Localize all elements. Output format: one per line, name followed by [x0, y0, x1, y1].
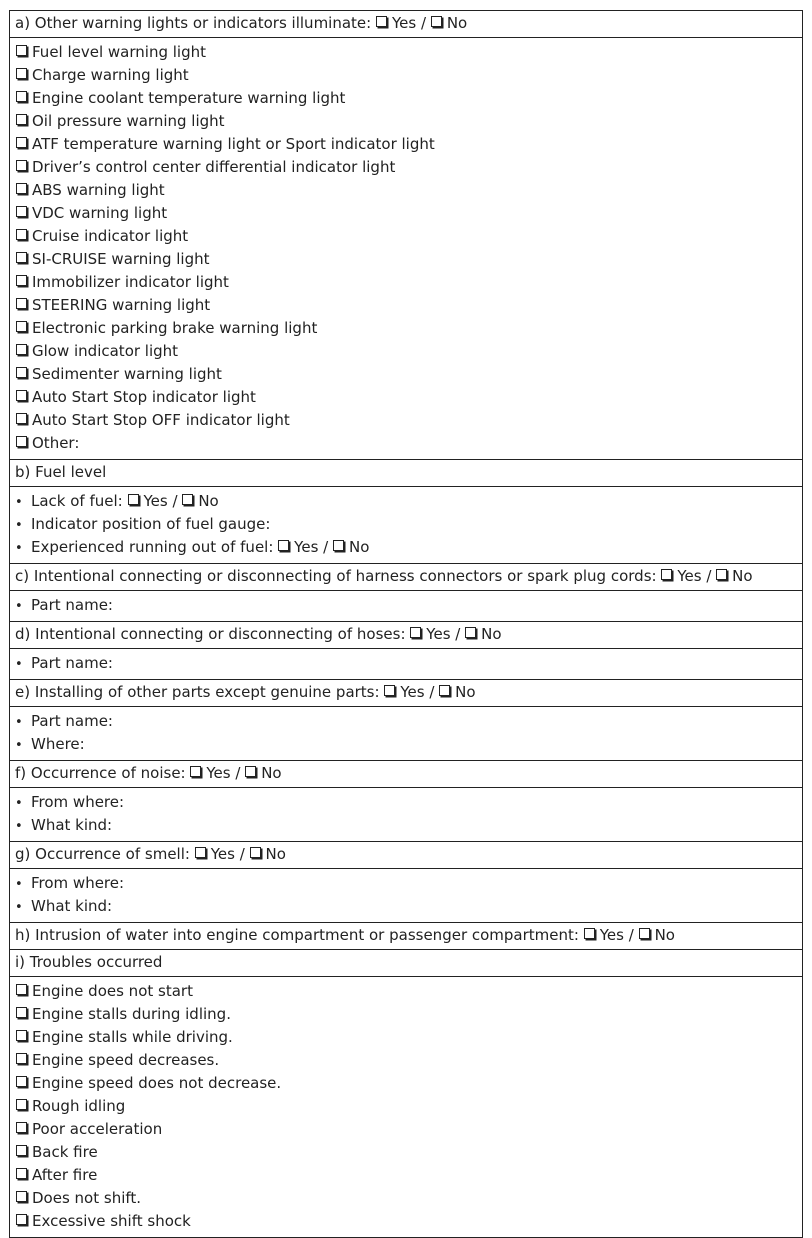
section-f-header: [10, 761, 802, 788]
list-item: [15, 1072, 797, 1095]
list-item: [15, 710, 797, 733]
section-e-yes-no: Yes / No: [384, 683, 475, 701]
item-label: Excessive shift shock: [32, 1212, 191, 1230]
list-item: [15, 1095, 797, 1118]
item-checkbox[interactable]: [16, 1030, 27, 1041]
section-g-header: [10, 842, 802, 869]
section-d-list: [10, 649, 802, 680]
no-label: No: [198, 492, 219, 510]
item-label: Glow indicator light: [32, 342, 179, 360]
yes-checkbox[interactable]: [128, 494, 139, 505]
list-item: [15, 179, 797, 202]
no-checkbox[interactable]: [333, 540, 344, 551]
list-item: [15, 87, 797, 110]
item-label: Where:: [31, 735, 85, 753]
section-b-list: [10, 487, 802, 564]
list-item: [15, 1049, 797, 1072]
list-item: [15, 386, 797, 409]
item-label: Auto Start Stop indicator light: [32, 388, 256, 406]
list-item: [15, 317, 797, 340]
item-label: Cruise indicator light: [32, 227, 189, 245]
item-label: Lack of fuel:: [31, 492, 123, 510]
list-item: [15, 733, 797, 756]
yes-label: Yes: [392, 14, 417, 32]
list-item: [15, 340, 797, 363]
item-checkbox[interactable]: [16, 252, 27, 263]
item-label: Experienced running out of fuel:: [31, 538, 274, 556]
list-item: [15, 1187, 797, 1210]
yes-checkbox[interactable]: [278, 540, 289, 551]
no-label: No: [348, 538, 370, 556]
item-label: Part name:: [31, 654, 113, 672]
yes-label: Yes: [143, 492, 168, 510]
list-item: [15, 1164, 797, 1187]
list-item: [15, 1026, 797, 1049]
item-checkbox[interactable]: [16, 1122, 27, 1133]
list-item: [15, 1141, 797, 1164]
list-item: [15, 814, 797, 837]
section-e-list: [10, 707, 802, 761]
section-g-list: [10, 869, 802, 923]
bullet-icon: •: [15, 877, 23, 892]
section-f-title: f) Occurrence of noise:: [15, 764, 186, 782]
item-label: From where:: [31, 874, 125, 892]
item-checkbox[interactable]: [16, 114, 27, 125]
list-item: [15, 64, 797, 87]
item-checkbox[interactable]: [16, 206, 27, 217]
item-label: Engine does not start: [32, 982, 193, 1000]
list-item: [15, 271, 797, 294]
list-item: [15, 41, 797, 64]
list-item: [15, 225, 797, 248]
list-item: [15, 1118, 797, 1141]
section-c-title: c) Intentional connecting or disconnecting of harness connectors or spark plug cords:: [15, 567, 657, 585]
section-i-header: [10, 950, 802, 977]
item-label: Does not shift.: [32, 1189, 142, 1207]
no-label: No: [446, 14, 468, 32]
yes-checkbox[interactable]: [190, 766, 201, 777]
bullet-icon: •: [15, 715, 23, 730]
section-h-header: [10, 923, 802, 950]
bullet-icon: •: [15, 518, 23, 533]
item-label: Sedimenter warning light: [32, 365, 222, 383]
item-checkbox[interactable]: [16, 298, 27, 309]
list-item: [15, 202, 797, 225]
section-e-title: e) Installing of other parts except genuine parts:: [15, 683, 380, 701]
item-checkbox[interactable]: [16, 160, 27, 171]
section-d-yes-no: Yes / No: [410, 625, 501, 643]
list-item: [15, 409, 797, 432]
section-f-list: [10, 788, 802, 842]
section-g-yes-no: Yes / No: [195, 845, 286, 863]
section-d-title: d) Intentional connecting or disconnecting of hoses:: [15, 625, 406, 643]
item-checkbox[interactable]: [16, 1099, 27, 1110]
item-checkbox[interactable]: [16, 344, 27, 355]
item-checkbox[interactable]: [16, 1191, 27, 1202]
section-i-list: [10, 977, 802, 1237]
item-label: Back fire: [32, 1143, 98, 1161]
list-item: [15, 490, 797, 513]
no-checkbox[interactable]: [639, 928, 650, 939]
item-label: Indicator position of fuel gauge:: [31, 515, 271, 533]
no-checkbox[interactable]: [250, 847, 261, 858]
list-item: [15, 791, 797, 814]
item-checkbox[interactable]: [16, 183, 27, 194]
item-label: VDC warning light: [32, 204, 168, 222]
bullet-icon: •: [15, 738, 23, 753]
item-label: Driver’s control center differential indicator light: [32, 158, 396, 176]
item-label: What kind:: [31, 897, 113, 915]
item-label: Oil pressure warning light: [32, 112, 225, 130]
item-label: Engine stalls during idling.: [32, 1005, 231, 1023]
item-checkbox[interactable]: [16, 229, 27, 240]
bullet-icon: •: [15, 900, 23, 915]
item-checkbox[interactable]: [16, 413, 27, 424]
list-item: [15, 872, 797, 895]
list-item: [15, 294, 797, 317]
list-item: [15, 110, 797, 133]
list-item: [15, 594, 797, 617]
bullet-icon: •: [15, 541, 23, 556]
list-item: [15, 980, 797, 1003]
list-item: [15, 432, 797, 455]
list-item: [15, 536, 797, 559]
section-d-header: [10, 622, 802, 649]
list-item: [15, 895, 797, 918]
section-c-header: [10, 564, 802, 591]
yes-label: Yes: [206, 764, 231, 782]
checklist-form: [9, 10, 803, 1238]
section-h-title: h) Intrusion of water into engine compartment or passenger compartment:: [15, 926, 579, 944]
item-label: ABS warning light: [32, 181, 165, 199]
list-item: [15, 133, 797, 156]
list-item: [15, 1003, 797, 1026]
item-label: Immobilizer indicator light: [32, 273, 229, 291]
yes-no-choice: Yes / No: [278, 538, 369, 556]
no-checkbox[interactable]: [182, 494, 193, 505]
no-label: No: [455, 683, 476, 701]
item-checkbox[interactable]: [16, 1168, 27, 1179]
item-label: Rough idling: [32, 1097, 126, 1115]
no-checkbox[interactable]: [431, 16, 442, 27]
item-label: Electronic parking brake warning light: [32, 319, 318, 337]
yes-checkbox[interactable]: [584, 928, 595, 939]
no-label: No: [261, 764, 282, 782]
item-checkbox[interactable]: [16, 1076, 27, 1087]
yes-checkbox[interactable]: [410, 627, 421, 638]
item-label: ATF temperature warning light or Sport indicator light: [32, 135, 435, 153]
yes-checkbox[interactable]: [376, 16, 387, 27]
item-checkbox[interactable]: [16, 367, 27, 378]
section-c-yes-no: Yes / No: [661, 567, 752, 585]
item-label: Fuel level warning light: [32, 43, 206, 61]
item-checkbox[interactable]: [16, 984, 27, 995]
section-g-title: g) Occurrence of smell:: [15, 845, 190, 863]
no-checkbox[interactable]: [245, 766, 256, 777]
item-label: STEERING warning light: [32, 296, 211, 314]
yes-checkbox[interactable]: [195, 847, 206, 858]
no-label: No: [732, 567, 753, 585]
bullet-icon: •: [15, 657, 23, 672]
item-label: SI-CRUISE warning light: [32, 250, 210, 268]
section-i-title: i) Troubles occurred: [15, 953, 163, 971]
yes-no-choice: Yes / No: [128, 492, 219, 510]
list-item: [15, 156, 797, 179]
item-label: Part name:: [31, 712, 113, 730]
yes-label: Yes: [677, 567, 702, 585]
no-label: No: [481, 625, 502, 643]
list-item: [15, 513, 797, 536]
item-label: Engine speed decreases.: [32, 1051, 220, 1069]
yes-label: Yes: [426, 625, 451, 643]
no-label: No: [265, 845, 286, 863]
item-label: What kind:: [31, 816, 113, 834]
section-a-title: a) Other warning lights or indicators illuminate:: [15, 14, 372, 32]
item-checkbox[interactable]: [16, 1053, 27, 1064]
list-item: [15, 248, 797, 271]
yes-label: Yes: [599, 926, 624, 944]
item-checkbox[interactable]: [16, 436, 27, 447]
item-checkbox[interactable]: [16, 91, 27, 102]
item-label: Charge warning light: [32, 66, 189, 84]
section-a-header: [10, 11, 802, 38]
item-label: Engine stalls while driving.: [32, 1028, 233, 1046]
item-checkbox[interactable]: [16, 275, 27, 286]
section-a-yes-no: Yes / No: [376, 14, 467, 32]
item-checkbox[interactable]: [16, 1007, 27, 1018]
item-checkbox[interactable]: [16, 137, 27, 148]
item-label: Engine speed does not decrease.: [32, 1074, 282, 1092]
section-e-header: [10, 680, 802, 707]
list-item: [15, 363, 797, 386]
item-checkbox[interactable]: [16, 1145, 27, 1156]
section-f-yes-no: Yes / No: [190, 764, 281, 782]
item-label: Auto Start Stop OFF indicator light: [32, 411, 290, 429]
section-c-list: [10, 591, 802, 622]
section-b-header: [10, 460, 802, 487]
section-h-yes-no: Yes / No: [584, 926, 675, 944]
item-label: Engine coolant temperature warning light: [32, 89, 346, 107]
list-item: [15, 1210, 797, 1233]
no-label: No: [654, 926, 675, 944]
yes-label: Yes: [400, 683, 425, 701]
no-checkbox[interactable]: [716, 569, 727, 580]
item-checkbox[interactable]: [16, 390, 27, 401]
yes-label: Yes: [210, 845, 235, 863]
item-label: From where:: [31, 793, 125, 811]
yes-checkbox[interactable]: [661, 569, 672, 580]
item-label: Poor acceleration: [32, 1120, 163, 1138]
yes-checkbox[interactable]: [384, 685, 395, 696]
item-checkbox[interactable]: [16, 1214, 27, 1225]
item-label: After fire: [32, 1166, 98, 1184]
bullet-icon: •: [15, 495, 23, 510]
section-a-list: [10, 38, 802, 460]
item-checkbox[interactable]: [16, 45, 27, 56]
item-label: Other:: [32, 434, 80, 452]
item-label: Part name:: [31, 596, 113, 614]
item-checkbox[interactable]: [16, 68, 27, 79]
yes-label: Yes: [294, 538, 319, 556]
item-checkbox[interactable]: [16, 321, 27, 332]
bullet-icon: •: [15, 599, 23, 614]
list-item: [15, 652, 797, 675]
no-checkbox[interactable]: [465, 627, 476, 638]
section-b-title: b) Fuel level: [15, 463, 107, 481]
bullet-icon: •: [15, 796, 23, 811]
bullet-icon: •: [15, 819, 23, 834]
no-checkbox[interactable]: [439, 685, 450, 696]
